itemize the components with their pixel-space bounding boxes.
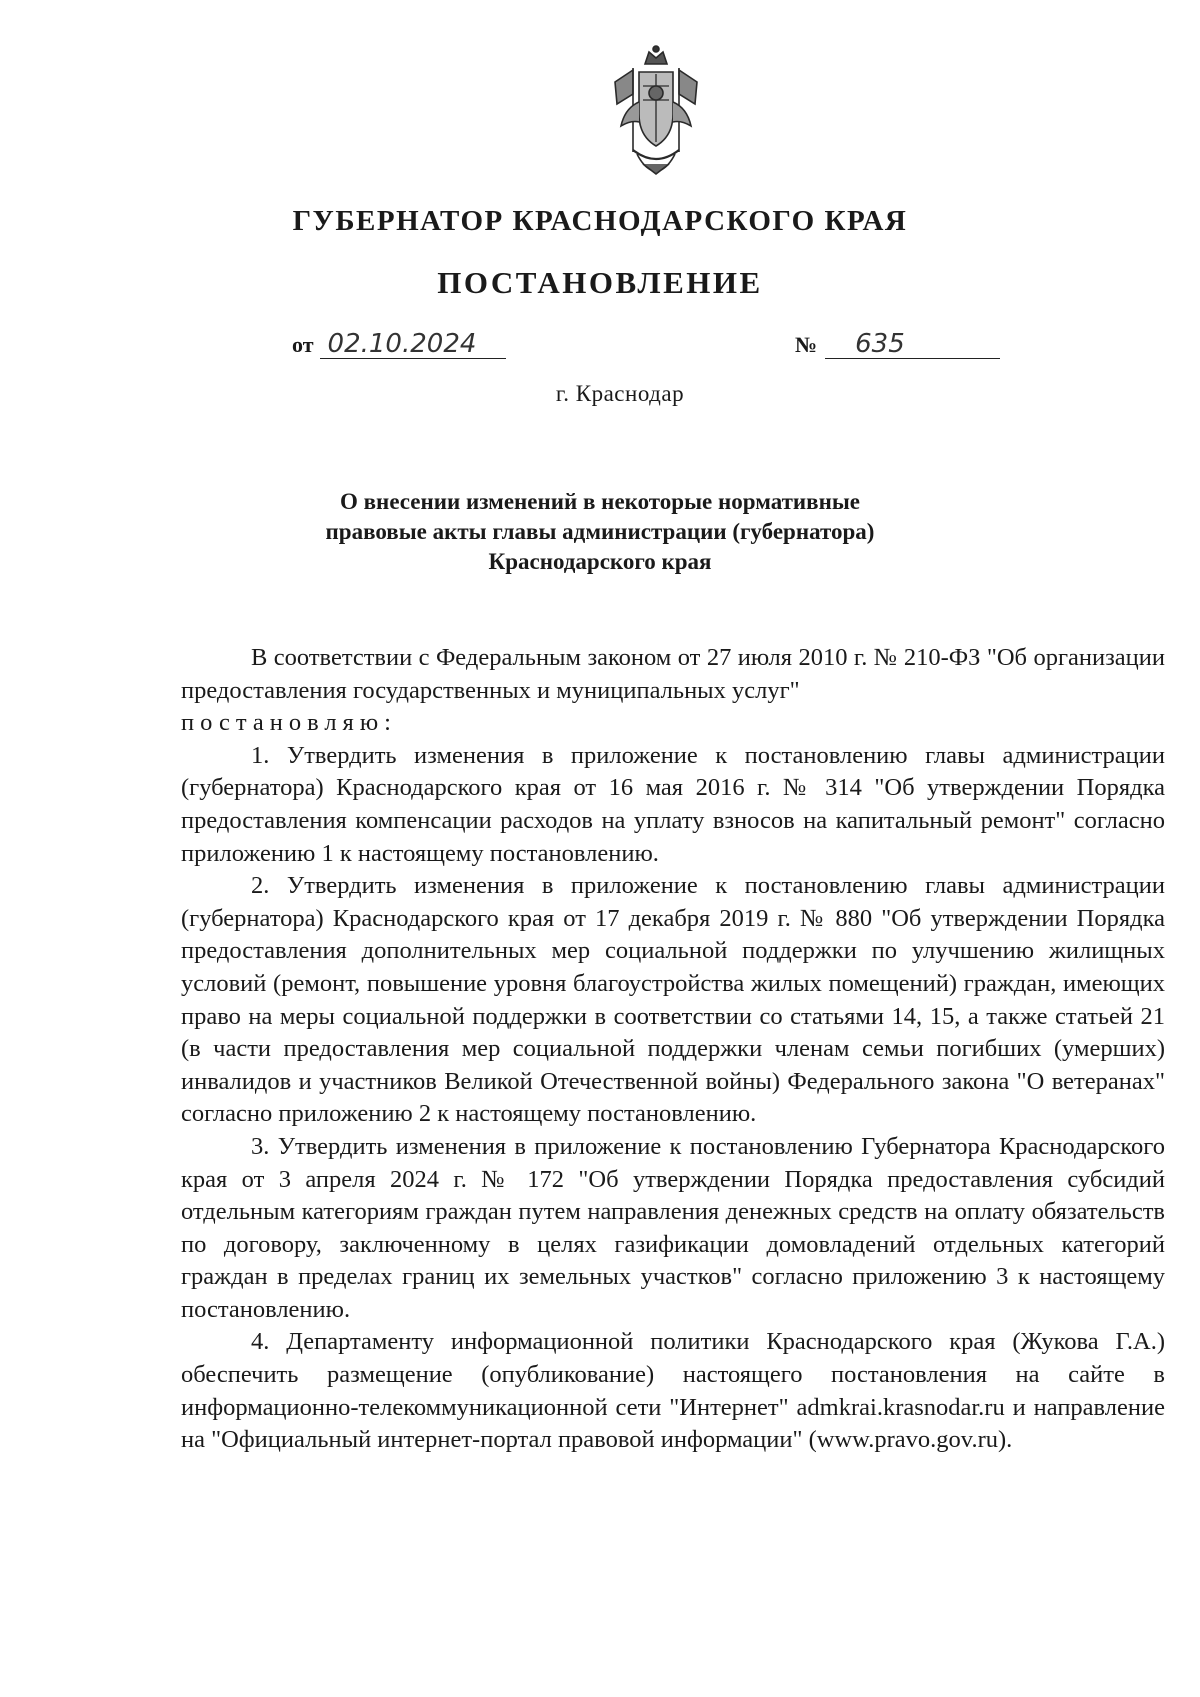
document-type: ПОСТАНОВЛЕНИЕ (437, 265, 763, 300)
title-line-3: Краснодарского края (488, 549, 712, 574)
document-body (181, 642, 1165, 1457)
date-value: 02.10.2024 (320, 330, 506, 359)
clause-4: 4. Департаменту информационной политики Краснодарского края (Жукова Г.А.) обеспечить размещение (опубликование) настоящего постановления на сайте в информационно-телекоммуникационной сети "Интернет" admkrai.krasnodar.ru и направление на "Официальный интернет-портал правовой информации" (www.pravo.gov.ru). (181, 1328, 1165, 1454)
number-prefix: № (795, 332, 818, 357)
place-of-issue (0, 381, 1200, 407)
document-number (795, 330, 1000, 359)
title-line-1: О внесении изменений в некоторые нормативные (340, 489, 860, 514)
title-line-2: правовые акты главы администрации (губернатора) (325, 519, 875, 544)
preamble-paragraph: В соответствии с Федеральным законом от 27 июля 2010 г. № 210-ФЗ "Об организации предоставления государственных и муниципальных услуг" (181, 644, 1165, 704)
document-title (0, 487, 1200, 577)
city-label: г. Краснодар (555, 381, 685, 406)
clause-3: 3. Утвердить изменения в приложение к постановлению Губернатора Краснодарского края от 3 апреля 2024 г. № 172 "Об утверждении Порядка предоставления субсидий отдельным категориям граждан путем направления денежных средств на оплату обязательств по договору, заключенному в целях газификации домовладений отдельных категорий граждан в пределах границ их земельных участков" согласно приложению 3 к настоящему постановлению. (181, 1132, 1165, 1323)
issuing-authority: ГУБЕРНАТОР КРАСНОДАРСКОГО КРАЯ (292, 205, 908, 237)
date-prefix: от (292, 332, 314, 357)
resolve-word: постановляю: (181, 709, 397, 737)
document-date (292, 330, 506, 359)
clause-2: 2. Утвердить изменения в приложение к постановлению главы администрации (губернатора) Краснодарского края от 17 декабря 2019 г. № 880 "Об утверждении Порядка предоставления дополнительных мер социальной поддержки по улучшению жилищных условий (ремонт, повышение уровня благоустройства жилых помещений) граждан, имеющих право на меры социальной поддержки в соответствии со статьями 14, 15, а также статьей 21 (в части предоставления мер социальной поддержки членам семьи погибших (умерших) инвалидов и участников Великой Отечественной войны) Федерального закона "О ветеранах" согласно приложению 2 к настоящему постановлению. (181, 872, 1165, 1128)
number-value: 635 (825, 330, 1000, 359)
coat-of-arms-icon (603, 42, 709, 182)
clause-1: 1. Утвердить изменения в приложение к постановлению главы администрации (губернатора) Краснодарского края от 16 мая 2016 г. № 314 "Об утверждении Порядка предоставления компенсации расходов на уплату взносов на капитальный ремонт" согласно приложению 1 к настоящему постановлению. (181, 741, 1165, 867)
